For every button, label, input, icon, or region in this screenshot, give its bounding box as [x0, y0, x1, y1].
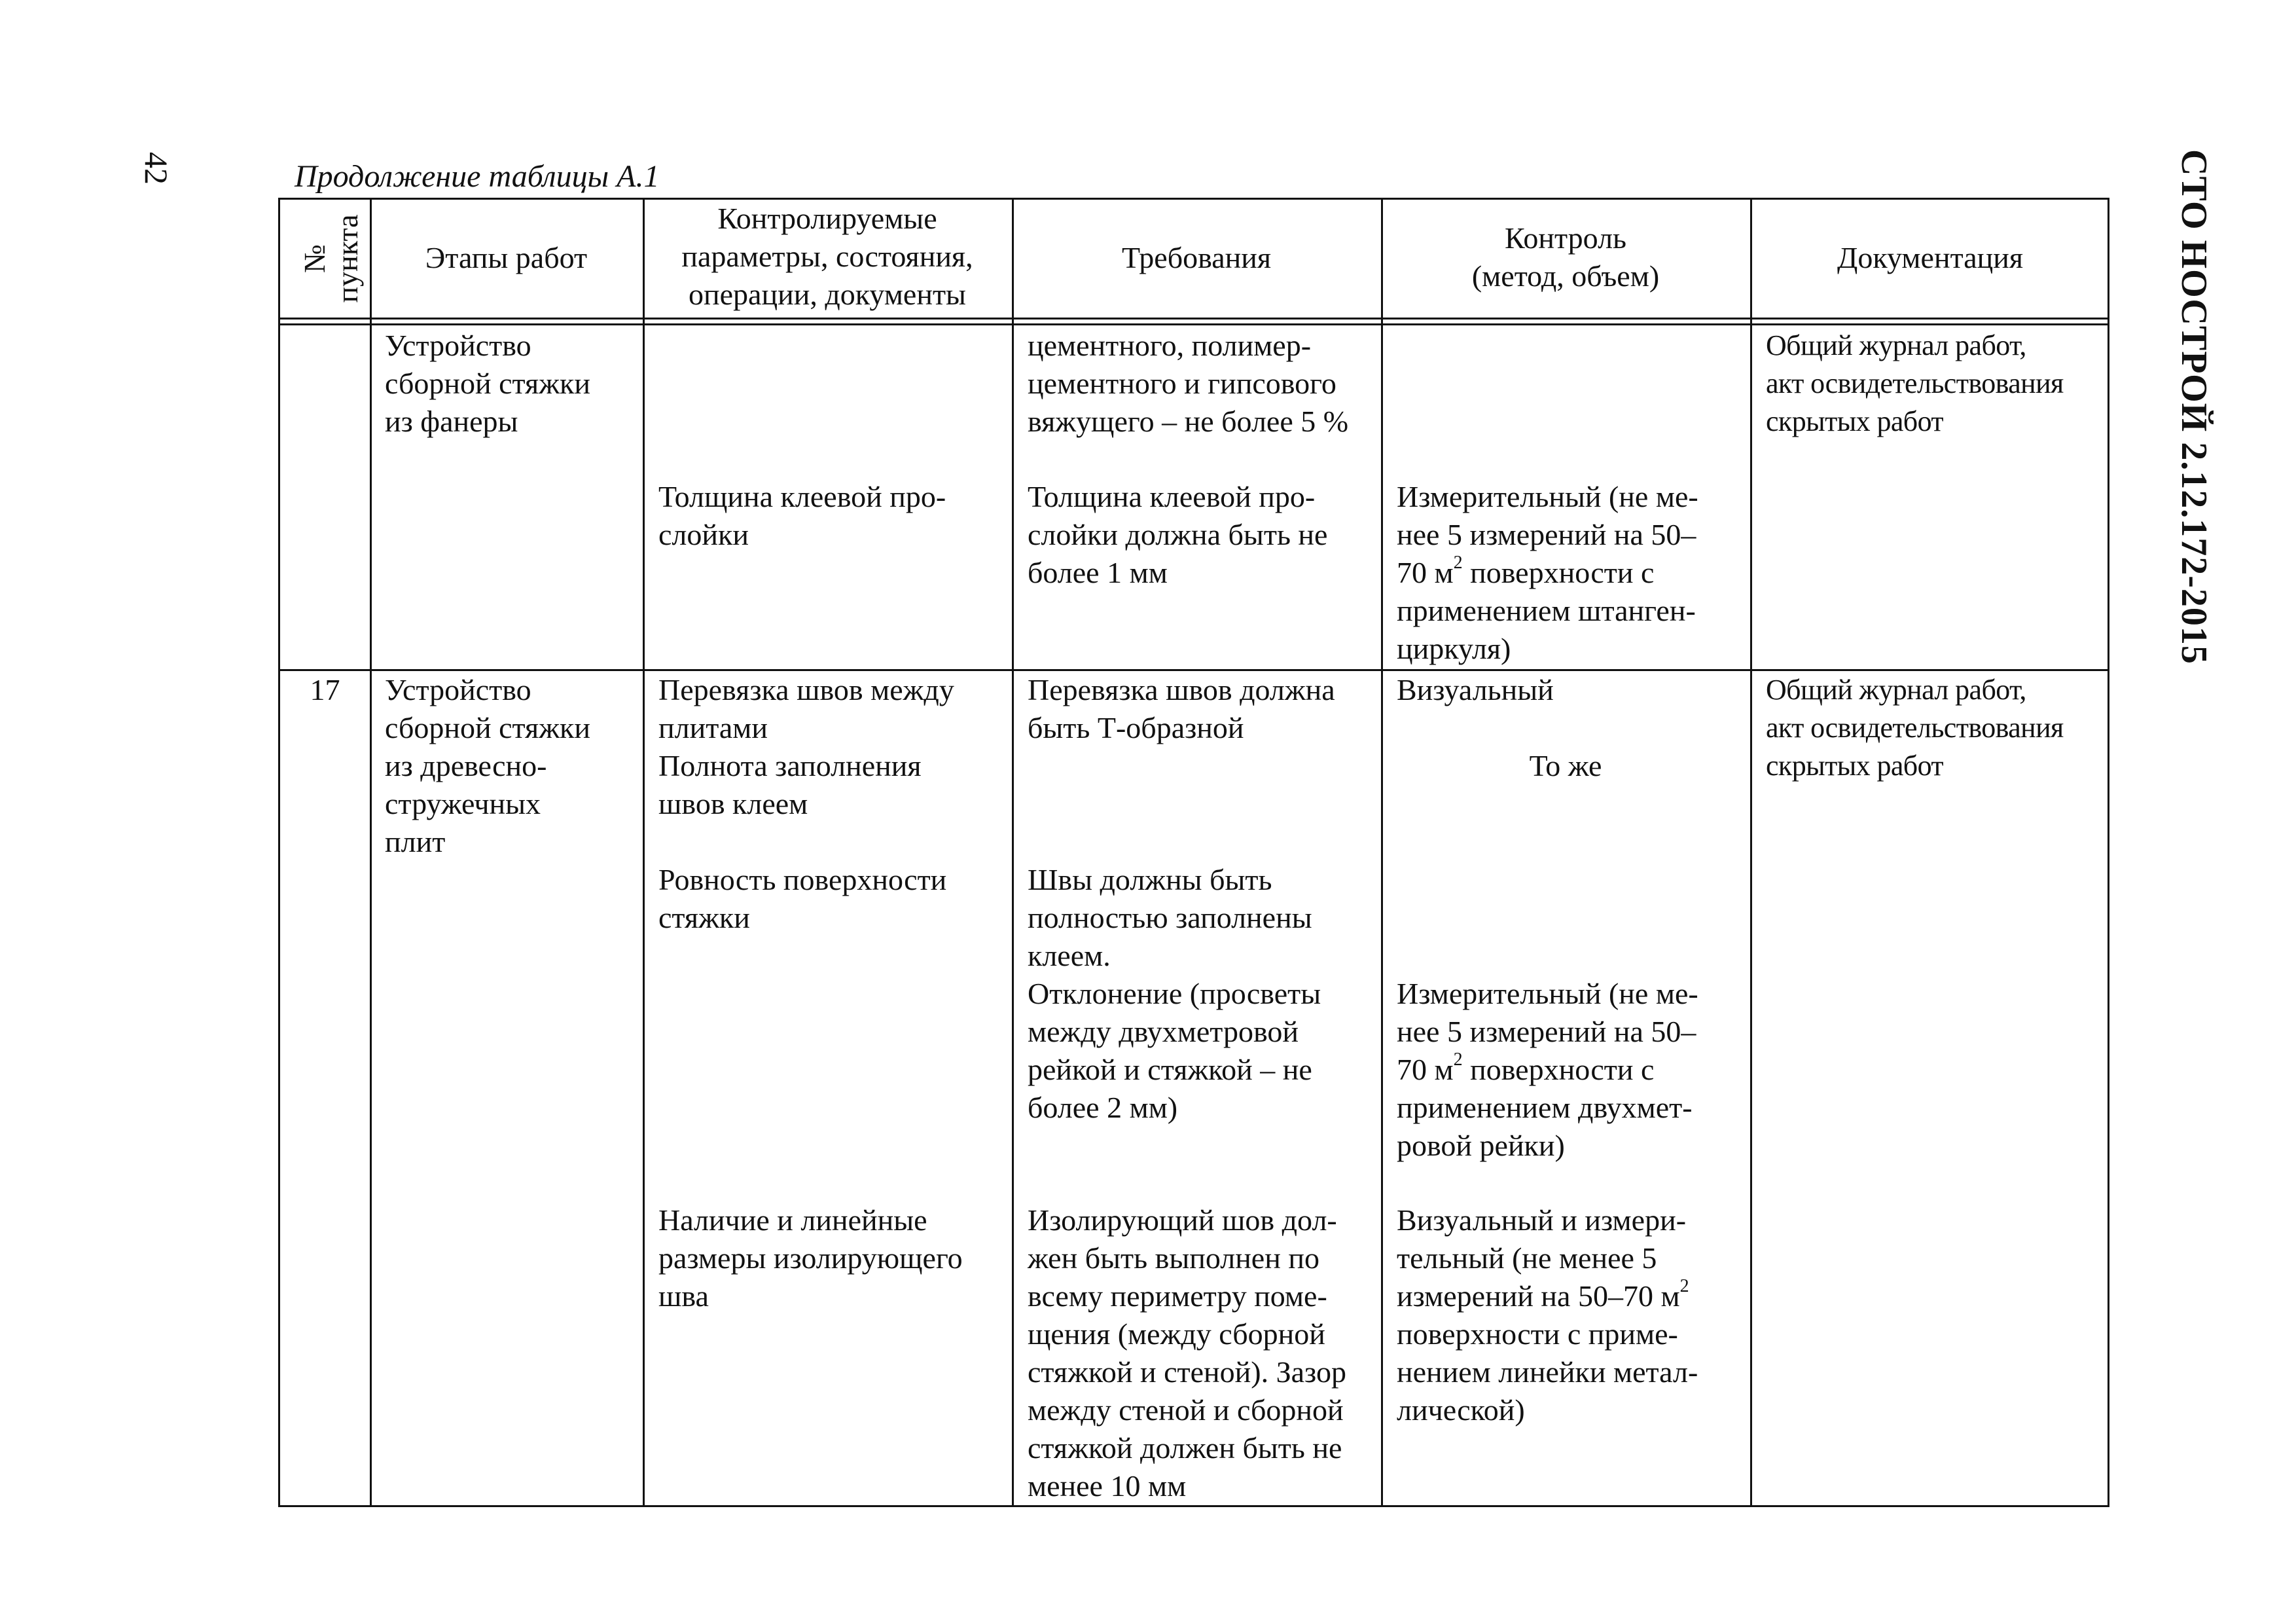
- column-divider: [1012, 200, 1014, 1505]
- row2-control-b-line2a: 70 м: [1397, 1053, 1454, 1086]
- header-requirements: Требования: [1121, 241, 1272, 274]
- row2-control-b-line1: Измерительный (не ме- нее 5 измерений на 50–: [1397, 977, 1698, 1048]
- row1-control-b: [1397, 478, 1698, 668]
- page-number: 42: [138, 152, 175, 185]
- header-stages: Этапы работ: [425, 241, 588, 274]
- header-num: № пункта: [298, 214, 364, 303]
- row1-control-b-line2b: поверхности с: [1462, 556, 1655, 589]
- column-divider: [370, 200, 372, 1505]
- column-divider: [1750, 200, 1752, 1505]
- row1-param-b: Толщина клеевой про- слойки: [658, 480, 946, 551]
- header-control: Контроль (метод, объем): [1471, 221, 1660, 293]
- row2-param-b: Ровность поверхности стяжки: [658, 863, 947, 934]
- row2-control-c: [1397, 1201, 1698, 1429]
- header-divider: [280, 318, 2108, 319]
- row2-control-a-ditto: То же: [1529, 749, 1602, 782]
- table-caption: Продолжение таблицы А.1: [295, 159, 660, 194]
- row2-control-c-line3: поверхности с приме- нением линейки метал- лической): [1397, 1317, 1698, 1427]
- row1-stage: Устройство сборной стяжки из фанеры: [385, 329, 590, 438]
- row2-requirement-a: Перевязка швов должна быть Т-образной: [1028, 673, 1335, 744]
- row2-stage: Устройство сборной стяжки из древесно- стружечных плит: [385, 673, 590, 858]
- row2-control-c-line2: измерений на 50–70 м: [1397, 1279, 1680, 1313]
- column-divider: [643, 200, 645, 1505]
- row2-requirement-c: Изолирующий шов дол- жен быть выполнен по всему периметру поме- щения (между сборной стяжкой и стеной). Зазор между стеной и сборной стяжкой должен быть не менее 10 мм: [1028, 1203, 1346, 1503]
- column-divider: [1381, 200, 1383, 1505]
- row1-control-b-line2a: 70 м: [1397, 556, 1454, 589]
- row1-control-b-line1: Измерительный (не ме- нее 5 измерений на 50–: [1397, 480, 1698, 551]
- row2-control-c-line1: Визуальный и измери- тельный (не менее 5: [1397, 1203, 1687, 1275]
- row2-requirement-b: Швы должны быть полностью заполнены клеем. Отклонение (просветы между двухметровой рейкой и стяжкой – не более 2 мм): [1028, 863, 1321, 1124]
- row2-control-a: Визуальный: [1397, 673, 1554, 706]
- row1-control-b-sup: 2: [1453, 552, 1463, 573]
- row2-documentation: Общий журнал работ, акт освидетельствования скрытых работ: [1766, 674, 2064, 782]
- row2-param-a: Перевязка швов между плитами Полнота заполнения швов клеем: [658, 673, 954, 820]
- row2-control-b-line3: применением двухмет- ровой рейки): [1397, 1091, 1693, 1162]
- row1-control-b-line3: применением штанген- циркуля): [1397, 594, 1696, 665]
- document-code-header: СТО НОСТРОЙ 2.12.172-2015: [2174, 149, 2214, 665]
- row1-requirement-b: Толщина клеевой про- слойки должна быть не более 1 мм: [1028, 480, 1328, 589]
- row2-control-b-line2b: поверхности с: [1462, 1053, 1655, 1086]
- data-table: [278, 198, 2109, 1507]
- row2-number: 17: [310, 673, 340, 706]
- header-params: Контролируемые параметры, состояния, операции, документы: [681, 202, 973, 311]
- row2-control-c-sup: 2: [1679, 1275, 1689, 1296]
- row2-control-b-sup: 2: [1453, 1049, 1463, 1070]
- row2-control-b: [1397, 975, 1698, 1165]
- row1-requirement-a: цементного, полимер- цементного и гипсового вяжущего – не более 5 %: [1028, 329, 1349, 438]
- header-divider: [280, 323, 2108, 325]
- row2-param-c: Наличие и линейные размеры изолирующего шва: [658, 1203, 963, 1313]
- row1-documentation: Общий журнал работ, акт освидетельствования скрытых работ: [1766, 329, 2064, 437]
- header-documentation: Документация: [1837, 241, 2024, 274]
